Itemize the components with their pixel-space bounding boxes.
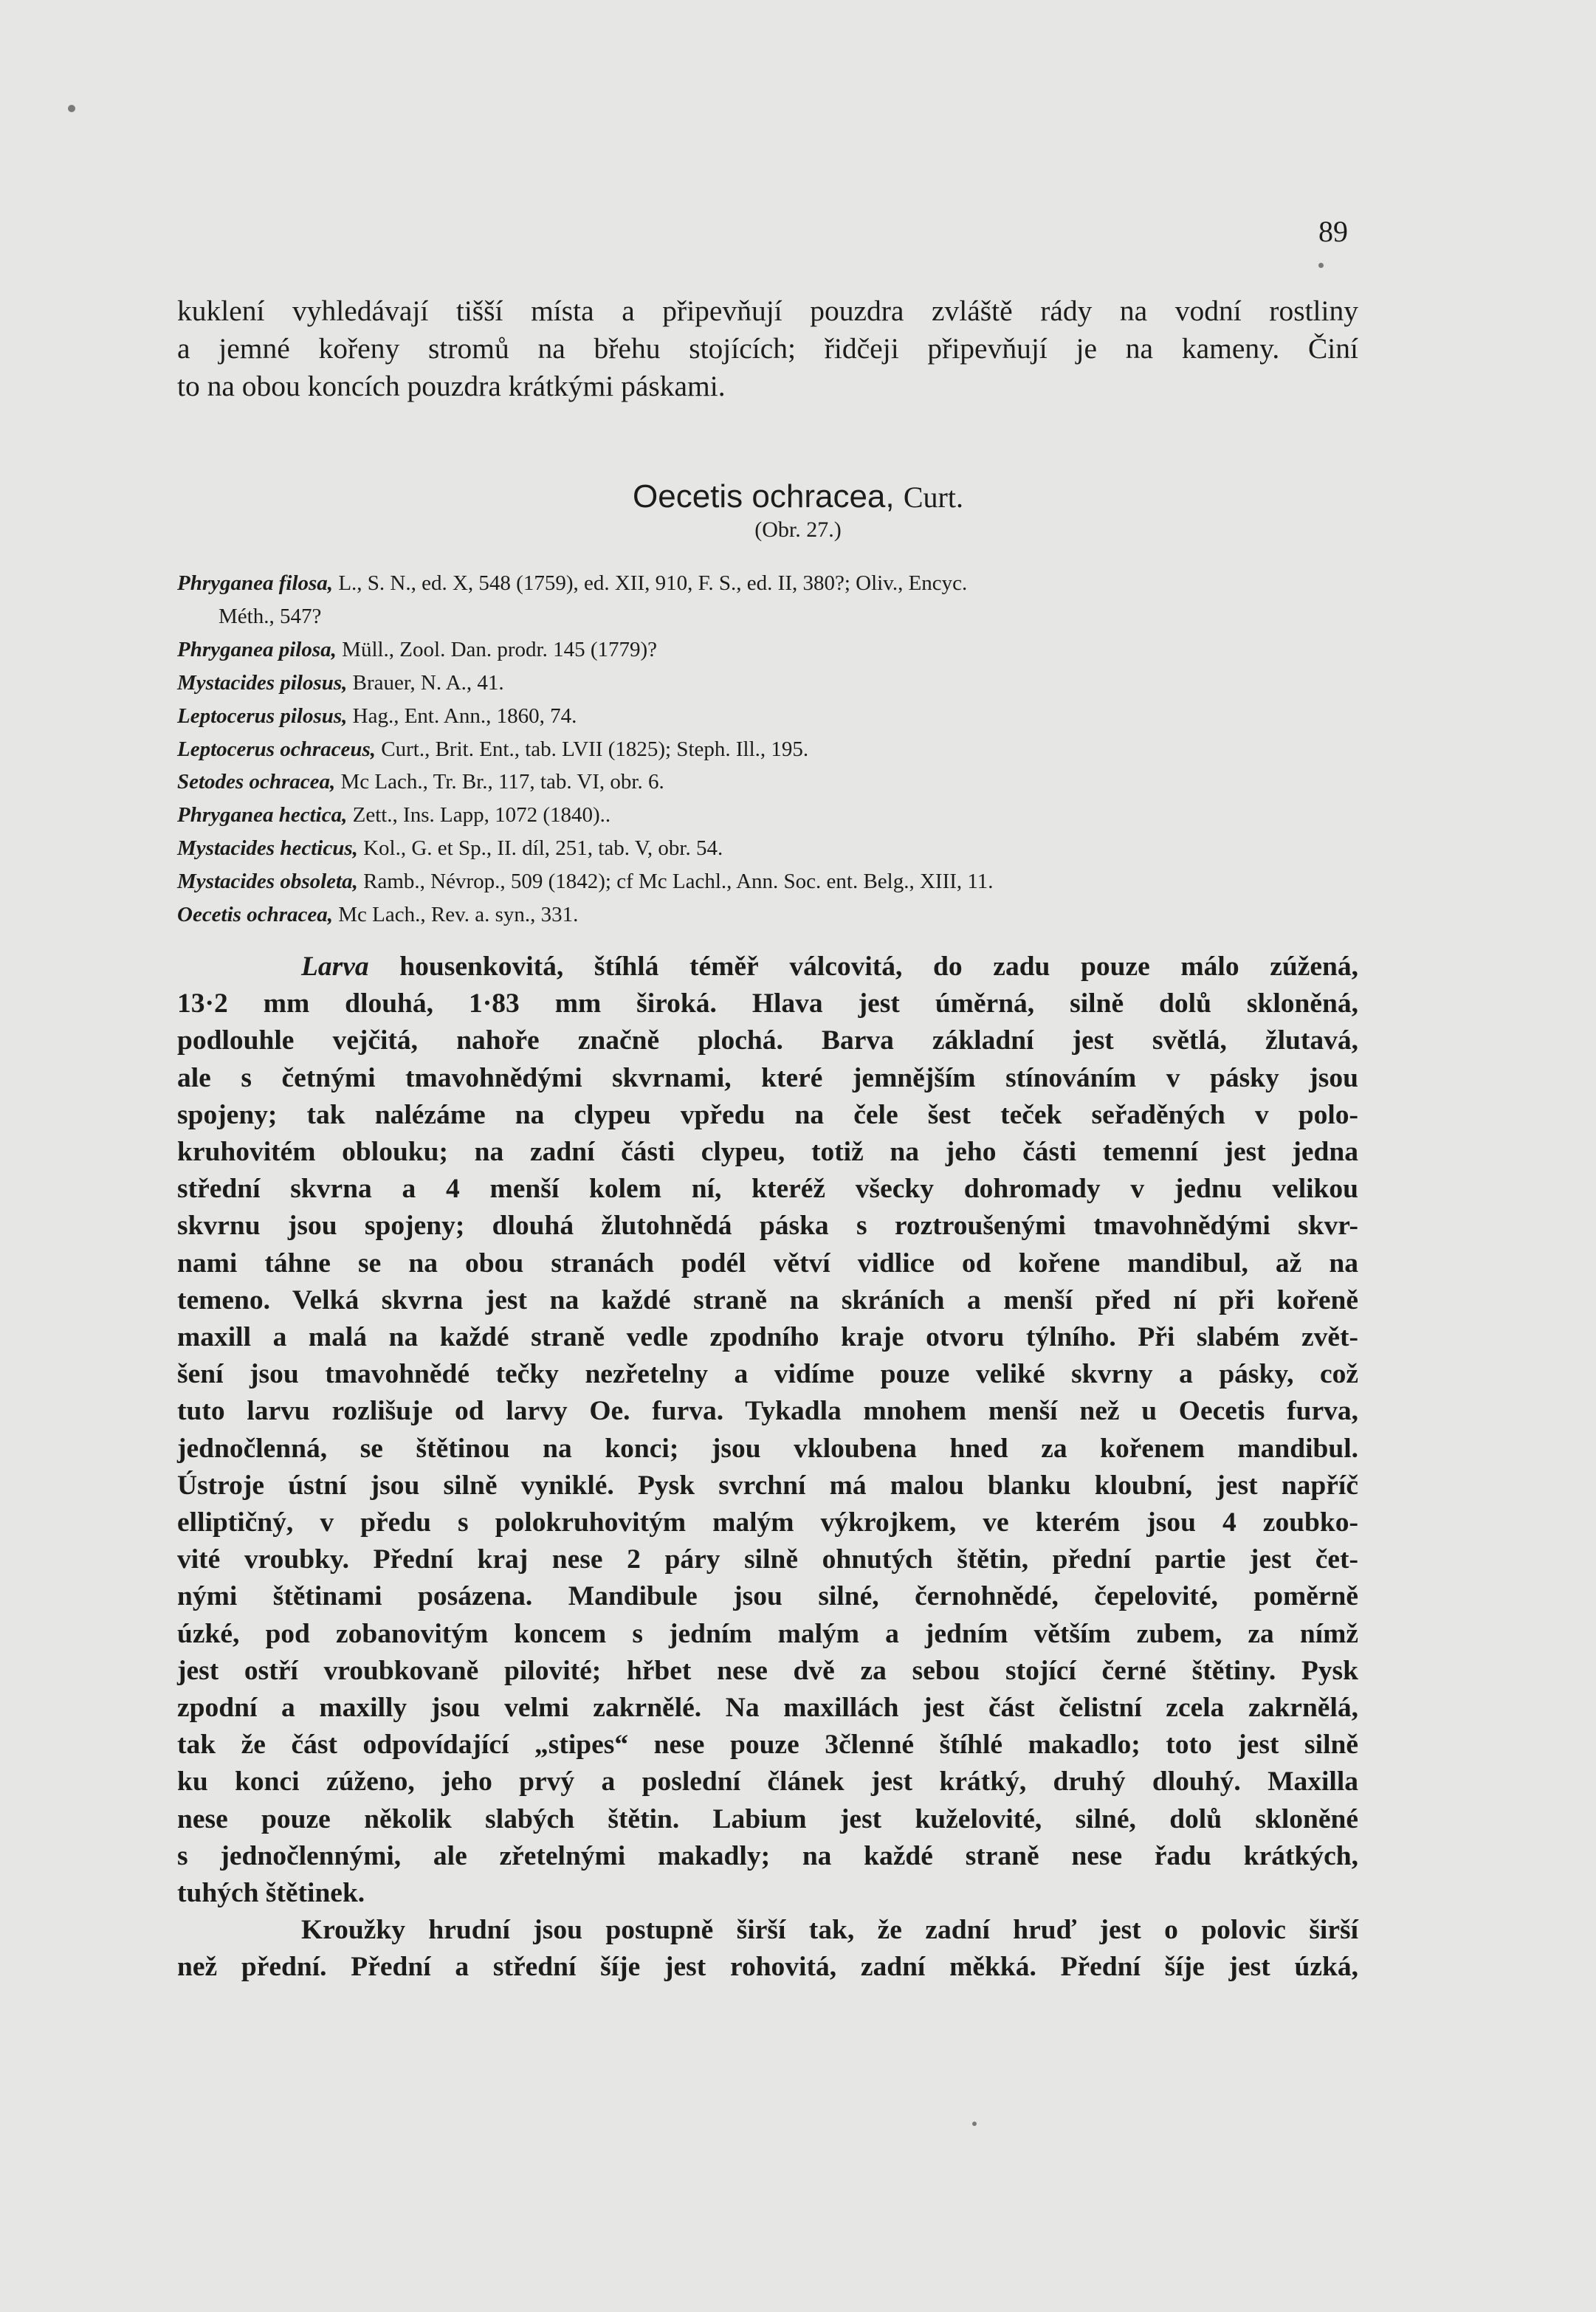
synonym-name: Oecetis ochracea, [177, 903, 333, 927]
intro-paragraph [177, 292, 1358, 405]
synonym-name: Leptocerus pilosus, [177, 703, 348, 728]
synonym-name: Mystacides obsoleta, [177, 870, 358, 894]
speck-mark [68, 105, 75, 112]
synonym-entry [177, 832, 1358, 865]
synonym-reference: Zett., Ins. Lapp, 1072 (1840).. [352, 803, 611, 828]
larva-line: šení jsou tmavohnědé tečky nezřetelny a vidíme pouze veliké skvrny a pásky, což [177, 1359, 1358, 1390]
larva-line: nými štětinami posázena. Mandibule jsou silné, černohnědé, čepelovité, poměrně [177, 1581, 1358, 1612]
synonym-entry [177, 799, 1358, 832]
larva-line: střední skvrna a 4 menší kolem ní, kteréž všecky dohromady v jednu velikou [177, 1174, 1358, 1205]
description-text [177, 949, 1358, 1986]
intro-line: kuklení vyhledávají tišší místa a připevňují pouzdra zvláště rády na vodní rostliny [177, 295, 1358, 327]
species-author: Curt. [903, 481, 963, 514]
page-number: 89 [1318, 215, 1348, 248]
synonym-reference: Ramb., Névrop., 509 (1842); cf Mc Lachl., Ann. Soc. ent. Belg., XIII, 11. [363, 870, 994, 894]
larva-line: ku konci zúženo, jeho prvý a poslední článek jest krátký, druhý dlouhý. Maxilla [177, 1766, 1358, 1797]
larva-line: elliptičný, v předu s polokruhovitým malým výkrojkem, ve kterém jsou 4 zoubko- [177, 1507, 1358, 1538]
larva-line [177, 949, 1358, 985]
larva-line: zpodní a maxilly jsou velmi zakrnělé. Na maxillách jest část čelistní zcela zakrnělá, [177, 1693, 1358, 1724]
larva-line: podlouhle vejčitá, nahoře značně plochá. Barva základní jest světlá, žlutavá, [177, 1025, 1358, 1056]
synonym-name: Mystacides hecticus, [177, 836, 358, 861]
larva-line: s jednočlennými, ale zřetelnými makadly; na každé straně nese řadu krátkých, [177, 1840, 1358, 1871]
larva-line: nese pouze několik slabých štětin. Labium jest kuželovité, silné, dolů skloněné [177, 1803, 1358, 1834]
synonym-entry [177, 898, 1358, 932]
synonym-reference: Mc Lach., Tr. Br., 117, tab. VI, obr. 6. [340, 770, 664, 794]
larva-line: jednočlenná, se štětinou na konci; jsou vkloubena hned za kořenem mandibul. [177, 1433, 1358, 1464]
larva-line: temeno. Velká skvrna jest na každé straně na skráních a menší před ní při kořeně [177, 1284, 1358, 1315]
synonymy-list [177, 567, 1358, 932]
larva-line-text: housenkovitá, štíhlá téměř válcovitá, do zadu pouze málo zúžená, [368, 952, 1358, 982]
larva-line: vité vroubky. Přední kraj nese 2 páry silně ohnutých štětin, přední partie jest čet- [177, 1544, 1358, 1575]
synonym-name: Setodes ochracea, [177, 770, 336, 794]
larva-line: nami táhne se na obou stranách podél větví vidlice od kořene mandibul, až na [177, 1248, 1358, 1279]
synonym-name: Phryganea filosa, [177, 571, 334, 595]
synonym-name: Leptocerus ochraceus, [177, 737, 376, 761]
synonym-entry [177, 667, 1358, 700]
species-name: Oecetis ochracea, [633, 478, 895, 515]
larva-line: jest ostří vroubkovaně pilovité; hřbet nese dvě za sebou stojící černé štětiny. Pysk [177, 1655, 1358, 1686]
synonym-name: Phryganea pilosa, [177, 637, 337, 661]
larva-line: tuhých štětinek. [177, 1878, 365, 1909]
synonym-reference: Curt., Brit. Ent., tab. LVII (1825); Steph. Ill., 195. [381, 737, 809, 761]
larva-lead-word: Larva [301, 952, 369, 982]
larva-line: ale s četnými tmavohnědými skvrnami, které jemnějším stínováním v pásky jsou [177, 1062, 1358, 1093]
synonym-entry [177, 567, 1358, 600]
synonym-reference: Brauer, N. A., 41. [352, 670, 504, 695]
figure-reference: (Obr. 27.) [754, 517, 842, 542]
larva-line: spojeny; tak nalézáme na clypeu vpředu na čele šest teček seřaděných v polo- [177, 1099, 1358, 1130]
synonym-reference: Mc Lach., Rev. a. syn., 331. [338, 903, 579, 927]
synonym-name: Mystacides pilosus, [177, 670, 348, 695]
thorax-line: než přední. Přední a střední šíje jest rohovitá, zadní měkká. Přední šíje jest úzká, [177, 1952, 1358, 1983]
species-heading [0, 478, 1596, 516]
intro-line: to na obou koncích pouzdra krátkými páskami. [177, 370, 726, 402]
synonym-reference: Müll., Zool. Dan. prodr. 145 (1779)? [342, 637, 658, 661]
synonym-entry [177, 700, 1358, 733]
intro-line: a jemné kořeny stromů na břehu stojících; řidčeji připevňují je na kameny. Činí [177, 332, 1358, 365]
larva-line: tuto larvu rozlišuje od larvy Oe. furva. Tykadla mnohem menší než u Oecetis furva, [177, 1396, 1358, 1427]
speck-mark [1318, 263, 1324, 268]
synonym-name: Phryganea hectica, [177, 803, 348, 828]
speck-mark [972, 2122, 977, 2126]
synonym-reference: L., S. N., ed. X, 548 (1759), ed. XII, 910, F. S., ed. II, 380?; Oliv., Encyc. [338, 571, 968, 595]
larva-line: kruhovitém oblouku; na zadní části clypeu, totiž na jeho části temenní jest jedna [177, 1137, 1358, 1168]
thorax-line: Kroužky hrudní jsou postupně širší tak, že zadní hruď jest o polovic širší [301, 1915, 1358, 1946]
synonym-entry [177, 765, 1358, 799]
synonym-reference: Hag., Ent. Ann., 1860, 74. [352, 703, 577, 728]
synonym-entry [177, 733, 1358, 766]
larva-line: Ústroje ústní jsou silně vyniklé. Pysk svrchní má malou blanku kloubní, jest napříč [177, 1470, 1358, 1501]
synonym-entry [177, 865, 1358, 898]
synonym-reference: Kol., G. et Sp., II. díl, 251, tab. V, obr. 54. [363, 836, 723, 861]
synonym-entry [177, 633, 1358, 667]
larva-line: úzké, pod zobanovitým koncem s jedním malým a jedním větším zubem, za nímž [177, 1618, 1358, 1649]
synonym-reference: Méth., 547? [219, 604, 322, 628]
larva-line: skvrnu jsou spojeny; dlouhá žlutohnědá páska s roztroušenými tmavohnědými skvr- [177, 1211, 1358, 1242]
larva-line: 13·2 mm dlouhá, 1·83 mm široká. Hlava jest úměrná, silně dolů skloněná, [177, 988, 1358, 1019]
larva-line: maxill a malá na každé straně vedle zpodního kraje otvoru týlního. Při slabém zvět- [177, 1322, 1358, 1353]
synonym-entry [177, 600, 1358, 633]
larva-line: tak že část odpovídající „stipes“ nese pouze 3členné štíhlé makadlo; toto jest silně [177, 1730, 1358, 1761]
